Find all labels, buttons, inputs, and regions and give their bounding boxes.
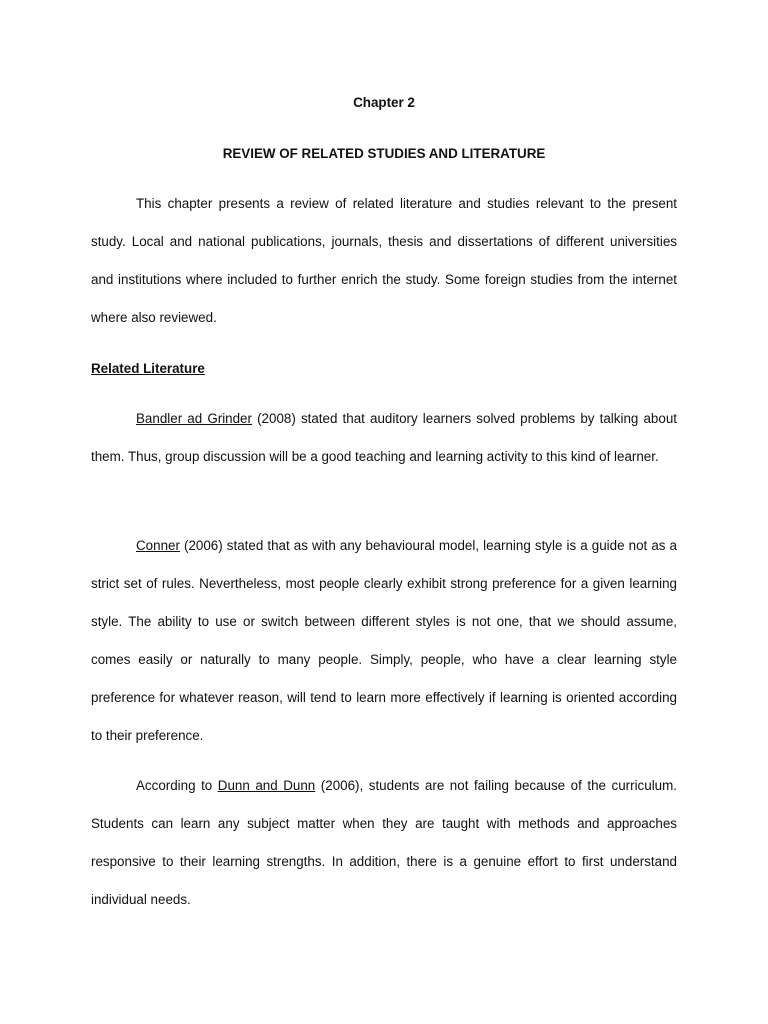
- section-heading: Related Literature: [91, 361, 205, 376]
- paragraph-lead: According to: [136, 778, 218, 793]
- chapter-label: Chapter 2: [353, 95, 415, 110]
- chapter-title: REVIEW OF RELATED STUDIES AND LITERATURE: [222, 146, 546, 161]
- paragraph-text: (2006) stated that as with any behavioural model, learning style is a guide not as a strict set of rules. Nevertheless, most people clearly exhibit strong preference for a given learning style. The ability to use or switch between different styles is not one, that we should assume, comes easily or naturally to many people. Simply, people, who have a clear learning style preference for whatever reason, will tend to learn more effectively if learning is oriented according to their preference.: [91, 538, 677, 743]
- intro-paragraph: This chapter presents a review of related literature and studies relevant to the present study. Local and national publications, journals, thesis and dissertations of different universities and institutions where included to further enrich the study. Some foreign studies from the internet where also reviewed.: [91, 196, 677, 325]
- body-paragraph: [91, 400, 677, 476]
- citation-authors: Dunn and Dunn: [217, 778, 316, 793]
- body-paragraph: [91, 527, 677, 755]
- paragraph-text: (2008) stated that auditory learners solved problems by talking about them. Thus, group discussion will be a good teaching and learning activity to this kind of learner.: [91, 411, 677, 464]
- body-paragraph: [91, 767, 677, 919]
- paragraph-text: (2006), students are not failing because of the curriculum. Students can learn any subject matter when they are taught with methods and approaches responsive to their learning strengths. In addition, there is a genuine effort to first understand individual needs.: [91, 778, 677, 907]
- citation-authors: Conner: [136, 538, 180, 553]
- citation-authors: Bandler ad Grinder: [136, 411, 252, 426]
